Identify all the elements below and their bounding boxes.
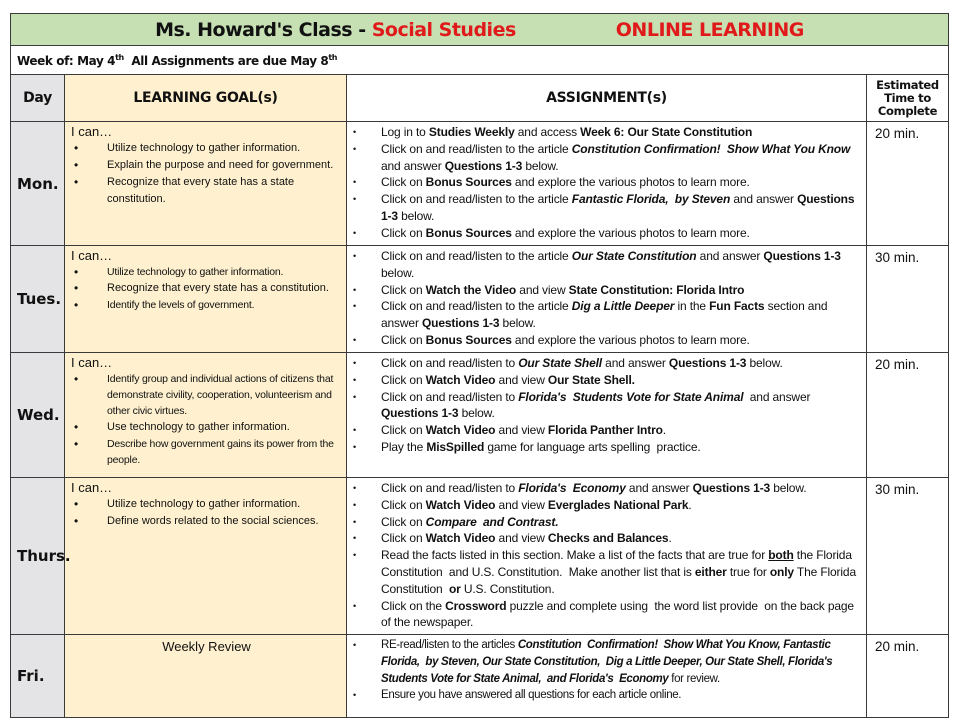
instruction-text: and view — [495, 497, 548, 512]
i-can-label: I can… — [71, 124, 113, 139]
page-title — [11, 14, 949, 46]
instruction-text: Click on — [381, 282, 426, 297]
title-row — [11, 14, 949, 46]
instruction-text: and explore the various photos to learn more. — [511, 332, 750, 347]
assignment-item — [353, 248, 860, 282]
weekly-schedule-table — [10, 13, 949, 718]
assignment-item — [353, 372, 860, 389]
instruction-text: The Florida Constitution — [381, 564, 860, 596]
learning-goals-cell — [65, 122, 347, 246]
assignment-item — [353, 332, 860, 349]
day-row — [11, 353, 949, 478]
instruction-text: and access — [514, 125, 581, 139]
weekly-review-label: Weekly Review — [65, 635, 347, 718]
learning-goal-item: • Utilize technology to gather information. — [71, 264, 342, 280]
instruction-text: Read the facts listed in this section. Make a list of the facts that are true for — [381, 548, 769, 563]
day-row — [11, 246, 949, 353]
instruction-text: Log in to — [381, 125, 429, 139]
instruction-text: and answer — [696, 249, 764, 263]
bold-term: or — [448, 581, 461, 596]
instruction-text: and answer — [381, 141, 854, 173]
assignment-item — [353, 497, 860, 514]
i-can-label: I can… — [71, 480, 113, 495]
due-date-suffix: th — [328, 52, 338, 62]
online-learning-label: ONLINE LEARNING — [615, 18, 804, 41]
instruction-text: Play the — [381, 439, 427, 454]
instruction-text: below. — [522, 158, 559, 173]
estimated-time: 20 min. — [867, 635, 949, 718]
day-row — [11, 122, 949, 246]
learning-goal-list — [71, 496, 342, 530]
learning-goal-list — [71, 371, 342, 468]
assignments-cell — [347, 246, 867, 353]
bold-term: Questions 1-3 — [763, 249, 841, 263]
day-label: Mon. — [11, 122, 65, 246]
bold-term: either — [694, 564, 727, 579]
instruction-text: below. — [397, 208, 435, 223]
article-title[interactable]: Our State Constitution — [571, 249, 697, 263]
instruction-text: and view — [516, 282, 569, 297]
assignment-item — [353, 637, 860, 687]
learning-goals-cell — [65, 246, 347, 353]
assignment-item — [353, 598, 860, 632]
i-can-label: I can… — [71, 355, 113, 370]
learning-goal-item: • Recognize that every state has a constitution. — [71, 280, 342, 297]
instruction-text: Click on — [381, 531, 426, 546]
week-row — [11, 46, 949, 75]
bold-term: Checks and Balances — [547, 531, 669, 546]
instruction-text: true for — [726, 564, 770, 579]
instruction-text: Click on and read/listen to the article — [381, 299, 572, 314]
article-title[interactable]: Florida's Students Vote for State Animal — [518, 389, 744, 404]
assignment-list — [353, 124, 860, 242]
article-title[interactable]: Compare and Contrast. — [425, 514, 559, 529]
learning-goals-cell — [65, 353, 347, 478]
assignment-item — [353, 547, 860, 597]
instruction-text: and explore the various photos to learn more. — [511, 175, 750, 190]
instruction-text: . — [668, 531, 672, 546]
article-title[interactable]: Constitution Confirmation! Show What You Know, Fantastic Florida, by Steven, Our State Constitution, Dig a Little Deeper, Our State Shell, Florida's Students Vote for State Animal, and Florida's Economy — [381, 639, 839, 685]
bold-term: Studies Weekly — [428, 125, 515, 139]
class-name: Ms. Howard's Class - — [155, 18, 372, 41]
assignment-item — [353, 389, 860, 423]
instruction-text: Click on — [381, 423, 426, 438]
learning-goal-item: • Explain the purpose and need for government. — [71, 157, 342, 174]
instruction-text: Ensure you have answered all questions for each article online. — [381, 689, 682, 702]
instruction-text: below. — [381, 249, 844, 280]
instruction-text: and view — [495, 372, 548, 387]
instruction-text: Click on and read/listen to — [381, 481, 519, 495]
day-label: Thurs. — [11, 478, 65, 635]
bold-term: Watch Video — [425, 423, 496, 438]
instruction-text: below. — [746, 356, 783, 370]
instruction-text: and answer — [730, 192, 798, 207]
assignment-item — [353, 687, 860, 704]
assignment-list — [353, 355, 860, 456]
instruction-text: the Florida Constitution and U.S. Constitution. Make another list that is — [381, 548, 856, 579]
bold-term: Watch Video — [425, 497, 496, 512]
instruction-text: Click on and read/listen to the article — [381, 249, 572, 263]
bold-term: Week 6: Our State Constitution — [580, 125, 753, 139]
emphasis-text: both — [768, 548, 794, 563]
bold-term: Questions 1-3 — [668, 356, 747, 370]
instruction-text: puzzle and complete using the word list provide on the back page of the newspaper. — [381, 598, 858, 630]
instruction-text: RE-read/listen to the articles — [381, 639, 518, 651]
learning-goal-item: • Describe how government gains its power from the people. — [71, 436, 342, 468]
instruction-text: Click on — [381, 514, 426, 529]
bold-term: Watch Video — [425, 531, 496, 546]
est-line-3: Complete — [877, 103, 938, 118]
day-row — [11, 635, 949, 718]
lesson-plan-sheet — [10, 13, 948, 718]
column-header-goals: LEARNING GOAL(s) — [65, 75, 347, 122]
assignment-item — [353, 439, 860, 456]
instruction-text: section and answer — [381, 299, 831, 331]
subject-name: Social Studies — [371, 18, 516, 41]
instruction-text: Click on — [381, 372, 426, 387]
week-start-suffix: th — [115, 52, 124, 62]
bold-term: Everglades National Park — [547, 497, 689, 512]
week-start: Week of: May 4 — [17, 53, 116, 68]
instruction-text: Click on — [381, 332, 426, 347]
article-title[interactable]: Dig a Little Deeper — [571, 299, 675, 314]
bold-term: Bonus Sources — [425, 225, 512, 240]
instruction-text: and answer — [625, 481, 693, 495]
day-label: Fri. — [11, 635, 65, 718]
week-info — [11, 46, 949, 75]
learning-goal-item: • Recognize that every state has a state constitution. — [71, 174, 342, 208]
bold-term: Questions 1-3 — [381, 192, 858, 223]
assignment-item — [353, 124, 860, 141]
assignment-list — [353, 248, 860, 349]
day-label: Tues. — [11, 246, 65, 353]
instruction-text: and explore the various photos to learn more. — [511, 225, 750, 240]
learning-goals-cell — [65, 478, 347, 635]
learning-goal-item: • Define words related to the social sciences. — [71, 513, 342, 530]
estimated-time: 20 min. — [867, 353, 949, 478]
assignment-item — [353, 480, 860, 497]
bold-term: State Constitution: Florida Intro — [568, 282, 745, 297]
bold-term: Bonus Sources — [425, 175, 512, 190]
bold-term: Bonus Sources — [425, 332, 512, 347]
bold-term: Questions 1-3 — [421, 316, 500, 331]
assignment-item — [353, 191, 860, 225]
bold-term: Questions 1-3 — [692, 481, 771, 495]
bold-term: Questions 1-3 — [381, 406, 459, 421]
bold-term: only — [769, 564, 794, 579]
article-title[interactable]: Constitution Confirmation! Show What You Know — [571, 141, 851, 156]
estimated-time: 30 min. — [867, 478, 949, 635]
instruction-text: Click on and read/listen to the article — [381, 192, 572, 207]
article-title[interactable]: Florida's Economy — [518, 481, 626, 495]
instruction-text: U.S. Constitution. — [460, 581, 555, 596]
instruction-text: below. — [458, 406, 495, 421]
instruction-text: Click on — [381, 497, 426, 512]
article-title[interactable]: Fantastic Florida, by Steven — [571, 192, 731, 207]
instruction-text: . — [688, 497, 692, 512]
i-can-label: I can… — [71, 248, 113, 263]
day-label: Wed. — [11, 353, 65, 478]
assignment-item — [353, 141, 860, 175]
learning-goal-list — [71, 264, 342, 313]
instruction-text: and view — [495, 423, 548, 438]
assignment-item — [353, 530, 860, 547]
estimated-time: 20 min. — [867, 122, 949, 246]
due-date: All Assignments are due May 8 — [123, 53, 329, 68]
instruction-text: below. — [770, 481, 807, 495]
learning-goal-item: • Identify group and individual actions of citizens that demonstrate civility, cooperation, volunteerism and other civic virtues. — [71, 371, 342, 419]
instruction-text: and answer — [602, 356, 669, 370]
bold-term: Questions 1-3 — [444, 158, 523, 173]
assignment-item — [353, 225, 860, 242]
instruction-text: and view — [495, 531, 548, 546]
assignments-cell — [347, 122, 867, 246]
assignment-list — [353, 480, 860, 631]
instruction-text: Click on — [381, 175, 426, 190]
bold-term: MisSpilled — [426, 439, 485, 454]
est-line-2: Time to — [884, 90, 931, 105]
assignment-item — [353, 298, 860, 332]
instruction-text: Click on and read/listen to — [381, 389, 519, 404]
assignment-item — [353, 422, 860, 439]
assignments-cell — [347, 635, 867, 718]
instruction-text: Click on — [381, 225, 426, 240]
learning-goal-list — [71, 140, 342, 208]
instruction-text: in the — [674, 299, 710, 314]
instruction-text: . — [662, 423, 666, 438]
assignment-item — [353, 282, 860, 299]
bold-term: Fun Facts — [709, 299, 765, 314]
assignment-item — [353, 514, 860, 531]
learning-goal-item: • Identify the levels of government. — [71, 297, 342, 313]
column-header-day: Day — [11, 75, 65, 122]
column-header-estimated-time — [867, 75, 949, 122]
assignment-item — [353, 174, 860, 191]
assignment-item — [353, 355, 860, 372]
bold-term: Florida Panther Intro — [547, 423, 663, 438]
bold-term: Watch Video — [425, 372, 496, 387]
bold-term: Watch the Video — [425, 282, 517, 297]
learning-goal-item: • Utilize technology to gather information. — [71, 496, 342, 513]
instruction-text: Click on and read/listen to the article — [381, 141, 572, 156]
bold-term: Our State Shell. — [547, 372, 635, 387]
instruction-text: game for language arts spelling practice. — [484, 439, 701, 454]
instruction-text: Click on and read/listen to — [381, 356, 519, 370]
instruction-text: below. — [499, 316, 536, 331]
article-title[interactable]: Our State Shell — [518, 356, 602, 370]
estimated-time: 30 min. — [867, 246, 949, 353]
day-row — [11, 478, 949, 635]
instruction-text: for review. — [668, 672, 720, 685]
est-line-1: Estimated — [876, 77, 939, 92]
instruction-text: Click on the — [381, 598, 446, 613]
column-header-row — [11, 75, 949, 122]
column-header-assignments: ASSIGNMENT(s) — [347, 75, 867, 122]
assignments-cell — [347, 478, 867, 635]
assignments-cell — [347, 353, 867, 478]
learning-goal-item: • Utilize technology to gather information. — [71, 140, 342, 157]
assignment-list — [353, 637, 860, 704]
instruction-text: and answer — [743, 389, 814, 404]
learning-goal-item: • Use technology to gather information. — [71, 419, 342, 436]
bold-term: Crossword — [445, 598, 507, 613]
